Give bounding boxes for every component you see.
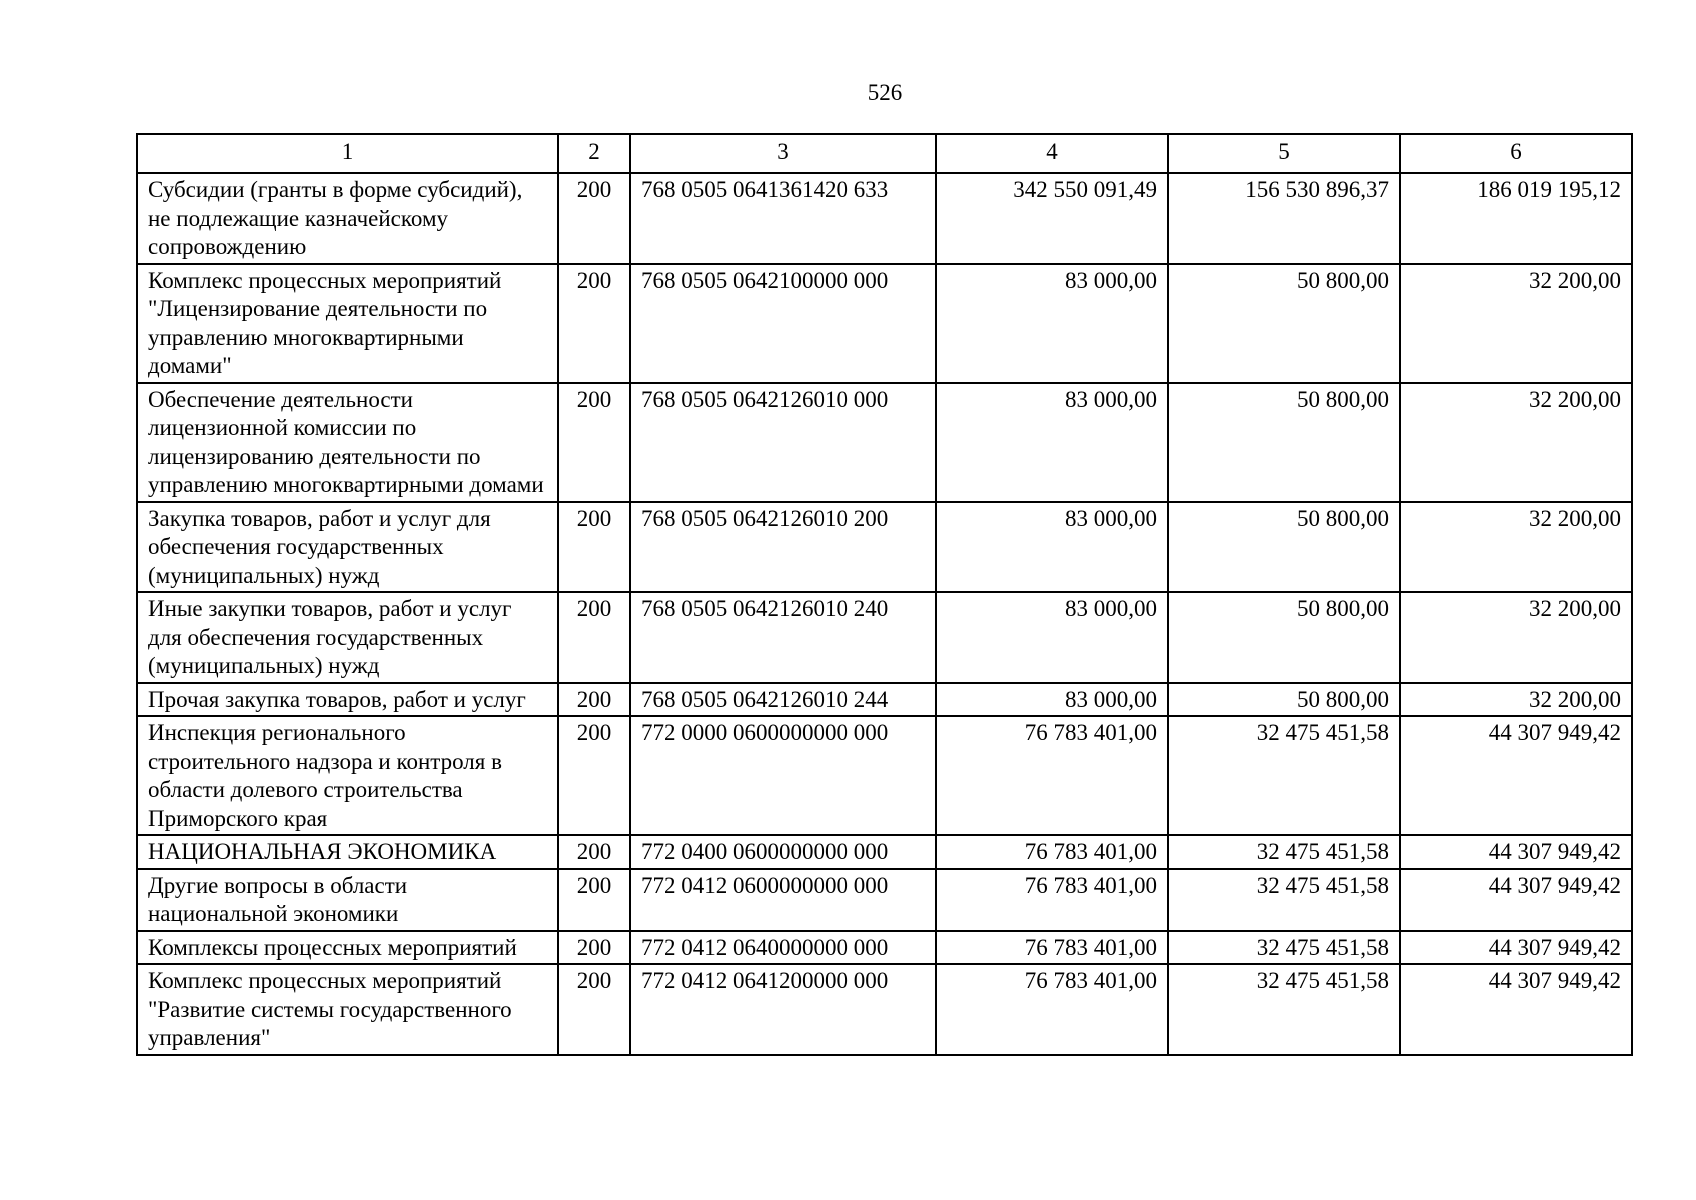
row-code: 200 — [558, 683, 630, 717]
row-value-5: 50 800,00 — [1168, 383, 1400, 502]
table-row — [137, 383, 1632, 502]
table-row — [137, 964, 1632, 1055]
table-row — [137, 683, 1632, 717]
row-code: 200 — [558, 716, 630, 835]
row-value-6: 32 200,00 — [1400, 502, 1632, 593]
row-value-4: 83 000,00 — [936, 592, 1168, 683]
row-value-5: 50 800,00 — [1168, 592, 1400, 683]
row-value-4: 76 783 401,00 — [936, 964, 1168, 1055]
row-value-6: 32 200,00 — [1400, 264, 1632, 383]
row-kbk: 768 0505 0642126010 244 — [630, 683, 936, 717]
row-value-4: 76 783 401,00 — [936, 716, 1168, 835]
column-header-1: 1 — [137, 134, 558, 173]
row-value-6: 44 307 949,42 — [1400, 869, 1632, 931]
row-value-4: 342 550 091,49 — [936, 173, 1168, 264]
row-name: Комплекс процессных мероприятий "Развитие системы государственного управления" — [137, 964, 558, 1055]
row-name: Инспекция регионального строительного надзора и контроля в области долевого строительства Приморского края — [137, 716, 558, 835]
column-header-4: 4 — [936, 134, 1168, 173]
row-code: 200 — [558, 383, 630, 502]
row-name: Субсидии (гранты в форме субсидий), не подлежащие казначейскому сопровождению — [137, 173, 558, 264]
row-value-4: 83 000,00 — [936, 264, 1168, 383]
row-value-4: 76 783 401,00 — [936, 835, 1168, 869]
row-kbk: 768 0505 0641361420 633 — [630, 173, 936, 264]
table-row — [137, 835, 1632, 869]
row-value-5: 156 530 896,37 — [1168, 173, 1400, 264]
row-value-6: 44 307 949,42 — [1400, 931, 1632, 965]
row-value-6: 32 200,00 — [1400, 592, 1632, 683]
row-name: НАЦИОНАЛЬНАЯ ЭКОНОМИКА — [137, 835, 558, 869]
column-header-3: 3 — [630, 134, 936, 173]
row-value-5: 32 475 451,58 — [1168, 931, 1400, 965]
table-row — [137, 716, 1632, 835]
row-value-4: 83 000,00 — [936, 383, 1168, 502]
row-name: Обеспечение деятельности лицензионной комиссии по лицензированию деятельности по управлению многоквартирными домами — [137, 383, 558, 502]
row-value-4: 83 000,00 — [936, 502, 1168, 593]
table-row — [137, 173, 1632, 264]
row-kbk: 768 0505 0642100000 000 — [630, 264, 936, 383]
row-value-6: 186 019 195,12 — [1400, 173, 1632, 264]
row-name: Иные закупки товаров, работ и услуг для обеспечения государственных (муниципальных) нужд — [137, 592, 558, 683]
table-row — [137, 502, 1632, 593]
row-kbk: 772 0412 0600000000 000 — [630, 869, 936, 931]
table-row — [137, 592, 1632, 683]
row-name: Комплекс процессных мероприятий "Лицензирование деятельности по управлению многоквартирными домами" — [137, 264, 558, 383]
row-name: Закупка товаров, работ и услуг для обеспечения государственных (муниципальных) нужд — [137, 502, 558, 593]
column-header-2: 2 — [558, 134, 630, 173]
row-value-6: 32 200,00 — [1400, 683, 1632, 717]
table-row — [137, 869, 1632, 931]
row-name: Комплексы процессных мероприятий — [137, 931, 558, 965]
row-value-6: 44 307 949,42 — [1400, 716, 1632, 835]
row-value-4: 76 783 401,00 — [936, 869, 1168, 931]
row-value-5: 50 800,00 — [1168, 683, 1400, 717]
row-value-5: 50 800,00 — [1168, 264, 1400, 383]
row-code: 200 — [558, 592, 630, 683]
row-code: 200 — [558, 931, 630, 965]
row-name: Другие вопросы в области национальной экономики — [137, 869, 558, 931]
row-kbk: 768 0505 0642126010 200 — [630, 502, 936, 593]
row-code: 200 — [558, 964, 630, 1055]
row-code: 200 — [558, 502, 630, 593]
row-name: Прочая закупка товаров, работ и услуг — [137, 683, 558, 717]
header-row — [137, 134, 1632, 173]
row-code: 200 — [558, 869, 630, 931]
budget-table — [136, 133, 1633, 1056]
row-value-4: 83 000,00 — [936, 683, 1168, 717]
column-header-5: 5 — [1168, 134, 1400, 173]
row-value-5: 32 475 451,58 — [1168, 716, 1400, 835]
row-kbk: 772 0400 0600000000 000 — [630, 835, 936, 869]
table-body — [137, 173, 1632, 1055]
row-value-4: 76 783 401,00 — [936, 931, 1168, 965]
row-value-5: 32 475 451,58 — [1168, 964, 1400, 1055]
row-value-6: 44 307 949,42 — [1400, 835, 1632, 869]
row-code: 200 — [558, 173, 630, 264]
row-code: 200 — [558, 835, 630, 869]
table-row — [137, 264, 1632, 383]
row-code: 200 — [558, 264, 630, 383]
row-value-5: 50 800,00 — [1168, 502, 1400, 593]
row-kbk: 768 0505 0642126010 000 — [630, 383, 936, 502]
row-kbk: 772 0412 0640000000 000 — [630, 931, 936, 965]
row-kbk: 772 0000 0600000000 000 — [630, 716, 936, 835]
row-kbk: 768 0505 0642126010 240 — [630, 592, 936, 683]
row-value-6: 32 200,00 — [1400, 383, 1632, 502]
row-value-6: 44 307 949,42 — [1400, 964, 1632, 1055]
column-header-6: 6 — [1400, 134, 1632, 173]
table-header — [137, 134, 1632, 173]
table-row — [137, 931, 1632, 965]
row-kbk: 772 0412 0641200000 000 — [630, 964, 936, 1055]
row-value-5: 32 475 451,58 — [1168, 835, 1400, 869]
page-number: 526 — [867, 80, 903, 105]
row-value-5: 32 475 451,58 — [1168, 869, 1400, 931]
